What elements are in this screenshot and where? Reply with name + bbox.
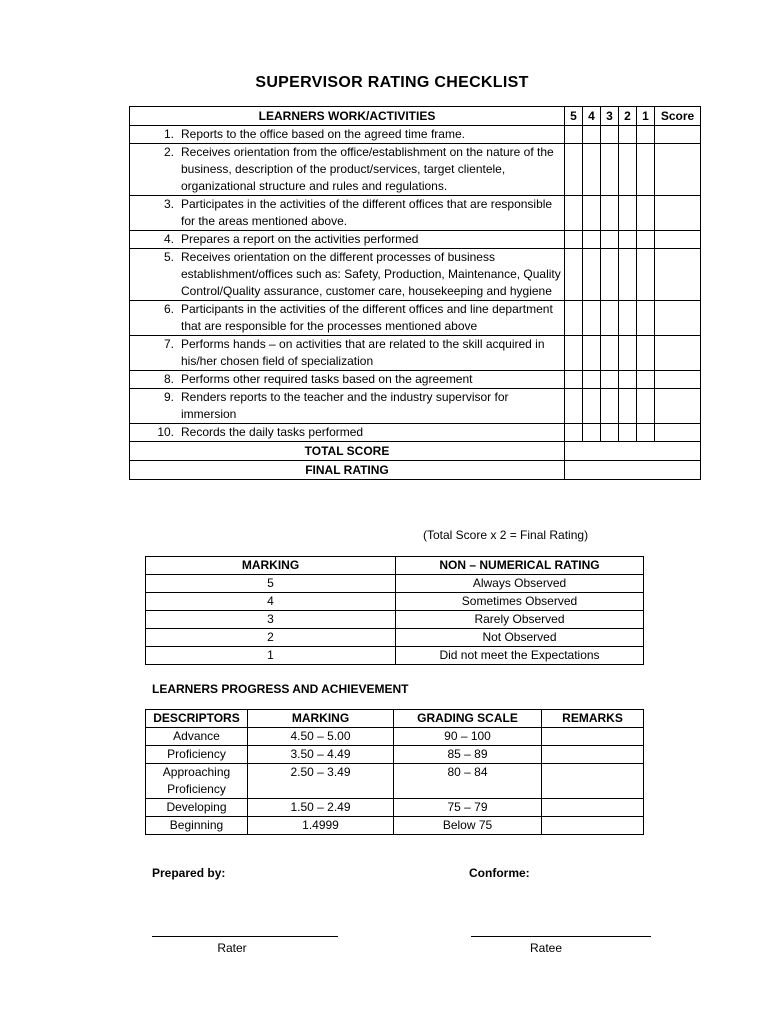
checklist-row — [130, 336, 701, 371]
final-rating-row — [130, 461, 701, 480]
rating-description: Did not meet the Expectations — [396, 647, 644, 665]
rating-3-cell[interactable] — [601, 249, 619, 301]
rating-2-cell[interactable] — [619, 389, 637, 424]
rating-2-cell[interactable] — [619, 371, 637, 389]
rating-2-cell[interactable] — [619, 126, 637, 144]
rating-2-cell[interactable] — [619, 336, 637, 371]
marking-value: 2 — [146, 629, 396, 647]
descriptor-cell: Developing — [146, 799, 248, 817]
checklist-header-row — [130, 107, 701, 126]
rating-2-cell[interactable] — [619, 144, 637, 196]
rating-2-cell[interactable] — [619, 196, 637, 231]
activity-number: 4. — [163, 232, 174, 246]
rating-1-cell[interactable] — [637, 389, 655, 424]
final-rating-cell[interactable] — [565, 461, 701, 480]
score-cell[interactable] — [655, 126, 701, 144]
marking-value: 5 — [146, 575, 396, 593]
activity-cell — [130, 144, 565, 196]
activity-cell — [130, 249, 565, 301]
activity-number: 2. — [163, 145, 174, 159]
rating-4-cell[interactable] — [583, 126, 601, 144]
progress-table — [145, 709, 644, 835]
rating-4-cell[interactable] — [583, 424, 601, 442]
rating-3-cell[interactable] — [601, 126, 619, 144]
rating-3-cell[interactable] — [601, 144, 619, 196]
activity-text: Participates in the activities of the different offices that are responsible for the areas mentioned above. — [181, 197, 553, 228]
score-cell[interactable] — [655, 144, 701, 196]
descriptor-cell: Proficiency — [146, 746, 248, 764]
activity-cell — [130, 336, 565, 371]
final-rating-formula: (Total Score x 2 = Final Rating) — [423, 528, 589, 542]
activities-header: LEARNERS WORK/ACTIVITIES — [130, 107, 565, 126]
rating-5-header: 5 — [565, 107, 583, 126]
activity-text: Performs other required tasks based on the agreement — [181, 372, 473, 386]
activity-number: 1. — [163, 127, 174, 141]
score-cell[interactable] — [655, 231, 701, 249]
rating-description: Always Observed — [396, 575, 644, 593]
marking-value: 1 — [146, 647, 396, 665]
score-cell[interactable] — [655, 336, 701, 371]
rating-3-cell[interactable] — [601, 231, 619, 249]
rating-3-cell[interactable] — [601, 371, 619, 389]
activity-text: Performs hands – on activities that are related to the skill acquired in his/her chosen field of specialization — [181, 337, 545, 368]
rating-5-cell[interactable] — [565, 424, 583, 442]
marking-header-row — [146, 557, 644, 575]
activity-text: Prepares a report on the activities performed — [181, 232, 419, 246]
checklist-row — [130, 231, 701, 249]
remarks-cell[interactable] — [542, 728, 644, 746]
marking-range-cell: 1.50 – 2.49 — [248, 799, 394, 817]
remarks-header: REMARKS — [542, 710, 644, 728]
prepared-by-label: Prepared by: — [152, 866, 226, 880]
rating-2-cell[interactable] — [619, 249, 637, 301]
score-cell[interactable] — [655, 301, 701, 336]
activity-cell — [130, 231, 565, 249]
score-cell[interactable] — [655, 389, 701, 424]
rating-3-cell[interactable] — [601, 424, 619, 442]
score-header: Score — [655, 107, 701, 126]
rating-5-cell[interactable] — [565, 144, 583, 196]
rating-5-cell[interactable] — [565, 301, 583, 336]
rating-description: Sometimes Observed — [396, 593, 644, 611]
final-rating-label: FINAL RATING — [130, 461, 565, 480]
marking-row — [146, 647, 644, 665]
rating-5-cell[interactable] — [565, 389, 583, 424]
rating-4-cell[interactable] — [583, 249, 601, 301]
rating-1-cell[interactable] — [637, 196, 655, 231]
rating-1-cell[interactable] — [637, 249, 655, 301]
rating-description: Not Observed — [396, 629, 644, 647]
marking-range-cell: 1.4999 — [248, 817, 394, 835]
checklist-row — [130, 196, 701, 231]
activity-number: 3. — [163, 197, 174, 211]
rating-3-cell[interactable] — [601, 196, 619, 231]
marking-range-cell: 2.50 – 3.49 — [248, 764, 394, 799]
activity-text: Receives orientation on the different processes of business establishment/offices such as: Safety, Production, Maintenance, Quality Control/Quality assurance, customer care, housekeeping and hygiene — [181, 250, 561, 298]
activity-text: Receives orientation from the office/establishment on the nature of the business, description of the product/services, target clientele, organizational structure and rules and regulations. — [181, 145, 554, 193]
marking-row — [146, 575, 644, 593]
descriptors-header: DESCRIPTORS — [146, 710, 248, 728]
grading-scale-cell: 75 – 79 — [394, 799, 542, 817]
checklist-row — [130, 424, 701, 442]
grading-scale-cell: 85 – 89 — [394, 746, 542, 764]
total-score-cell[interactable] — [565, 442, 701, 461]
checklist-row — [130, 389, 701, 424]
progress-header-row — [146, 710, 644, 728]
progress-row — [146, 746, 644, 764]
total-score-row — [130, 442, 701, 461]
checklist-row — [130, 126, 701, 144]
rater-signature-line[interactable] — [152, 936, 338, 937]
rating-3-cell[interactable] — [601, 389, 619, 424]
progress-row — [146, 728, 644, 746]
activity-number: 9. — [163, 390, 174, 404]
remarks-cell[interactable] — [542, 799, 644, 817]
checklist-row — [130, 301, 701, 336]
rating-3-header: 3 — [601, 107, 619, 126]
activity-number: 10. — [157, 425, 174, 439]
ratee-signature-line[interactable] — [471, 936, 651, 937]
progress-row — [146, 764, 644, 799]
activity-text: Renders reports to the teacher and the industry supervisor for immersion — [181, 390, 509, 421]
rating-description: Rarely Observed — [396, 611, 644, 629]
marking-row — [146, 593, 644, 611]
rating-4-header: 4 — [583, 107, 601, 126]
activity-text: Participants in the activities of the different offices and line department that are responsible for the processes mentioned above — [181, 302, 553, 333]
rating-4-cell[interactable] — [583, 196, 601, 231]
progress-marking-header: MARKING — [248, 710, 394, 728]
descriptor-cell: Beginning — [146, 817, 248, 835]
rating-1-cell[interactable] — [637, 144, 655, 196]
total-score-label: TOTAL SCORE — [130, 442, 565, 461]
score-cell[interactable] — [655, 424, 701, 442]
rating-5-cell[interactable] — [565, 336, 583, 371]
checklist-row — [130, 371, 701, 389]
score-cell[interactable] — [655, 196, 701, 231]
marking-table — [145, 556, 644, 665]
rating-4-cell[interactable] — [583, 231, 601, 249]
remarks-cell[interactable] — [542, 817, 644, 835]
rating-5-cell[interactable] — [565, 196, 583, 231]
score-cell[interactable] — [655, 371, 701, 389]
remarks-cell[interactable] — [542, 764, 644, 799]
rating-2-cell[interactable] — [619, 424, 637, 442]
score-cell[interactable] — [655, 249, 701, 301]
conforme-label: Conforme: — [469, 866, 530, 880]
checklist-row — [130, 144, 701, 196]
descriptor-cell: Approaching Proficiency — [146, 764, 248, 799]
rating-1-cell[interactable] — [637, 371, 655, 389]
rater-label: Rater — [217, 941, 247, 955]
rating-5-cell[interactable] — [565, 371, 583, 389]
rating-5-cell[interactable] — [565, 231, 583, 249]
activity-text: Reports to the office based on the agreed time frame. — [181, 127, 465, 141]
rating-1-header: 1 — [637, 107, 655, 126]
descriptor-cell: Advance — [146, 728, 248, 746]
rating-2-cell[interactable] — [619, 301, 637, 336]
activity-cell — [130, 371, 565, 389]
rating-3-cell[interactable] — [601, 336, 619, 371]
progress-row — [146, 799, 644, 817]
activity-number: 6. — [163, 302, 174, 316]
rating-1-cell[interactable] — [637, 424, 655, 442]
activity-cell — [130, 389, 565, 424]
rating-3-cell[interactable] — [601, 301, 619, 336]
non-numerical-rating-header: NON – NUMERICAL RATING — [396, 557, 644, 575]
grading-scale-cell: 80 – 84 — [394, 764, 542, 799]
rating-4-cell[interactable] — [583, 389, 601, 424]
marking-value: 4 — [146, 593, 396, 611]
rating-1-cell[interactable] — [637, 301, 655, 336]
marking-range-cell: 3.50 – 4.49 — [248, 746, 394, 764]
rating-4-cell[interactable] — [583, 336, 601, 371]
rating-2-cell[interactable] — [619, 231, 637, 249]
activity-number: 5. — [163, 250, 174, 264]
marking-range-cell: 4.50 – 5.00 — [248, 728, 394, 746]
activity-cell — [130, 196, 565, 231]
marking-value: 3 — [146, 611, 396, 629]
activity-cell — [130, 424, 565, 442]
rating-1-cell[interactable] — [637, 231, 655, 249]
rating-5-cell[interactable] — [565, 249, 583, 301]
activity-number: 8. — [163, 372, 174, 386]
checklist-row — [130, 249, 701, 301]
rating-1-cell[interactable] — [637, 336, 655, 371]
marking-row — [146, 629, 644, 647]
document-title: SUPERVISOR RATING CHECKLIST — [255, 74, 529, 91]
rating-2-header: 2 — [619, 107, 637, 126]
activity-text: Records the daily tasks performed — [181, 425, 364, 439]
grading-scale-header: GRADING SCALE — [394, 710, 542, 728]
activity-cell — [130, 126, 565, 144]
checklist-table — [129, 106, 701, 480]
activity-number: 7. — [163, 337, 174, 351]
rating-4-cell[interactable] — [583, 301, 601, 336]
progress-row — [146, 817, 644, 835]
rating-4-cell[interactable] — [583, 371, 601, 389]
ratee-label: Ratee — [529, 941, 563, 955]
progress-heading: LEARNERS PROGRESS AND ACHIEVEMENT — [152, 682, 409, 696]
rating-1-cell[interactable] — [637, 126, 655, 144]
activity-cell — [130, 301, 565, 336]
remarks-cell[interactable] — [542, 746, 644, 764]
grading-scale-cell: 90 – 100 — [394, 728, 542, 746]
marking-header: MARKING — [146, 557, 396, 575]
marking-row — [146, 611, 644, 629]
grading-scale-cell: Below 75 — [394, 817, 542, 835]
rating-4-cell[interactable] — [583, 144, 601, 196]
rating-5-cell[interactable] — [565, 126, 583, 144]
